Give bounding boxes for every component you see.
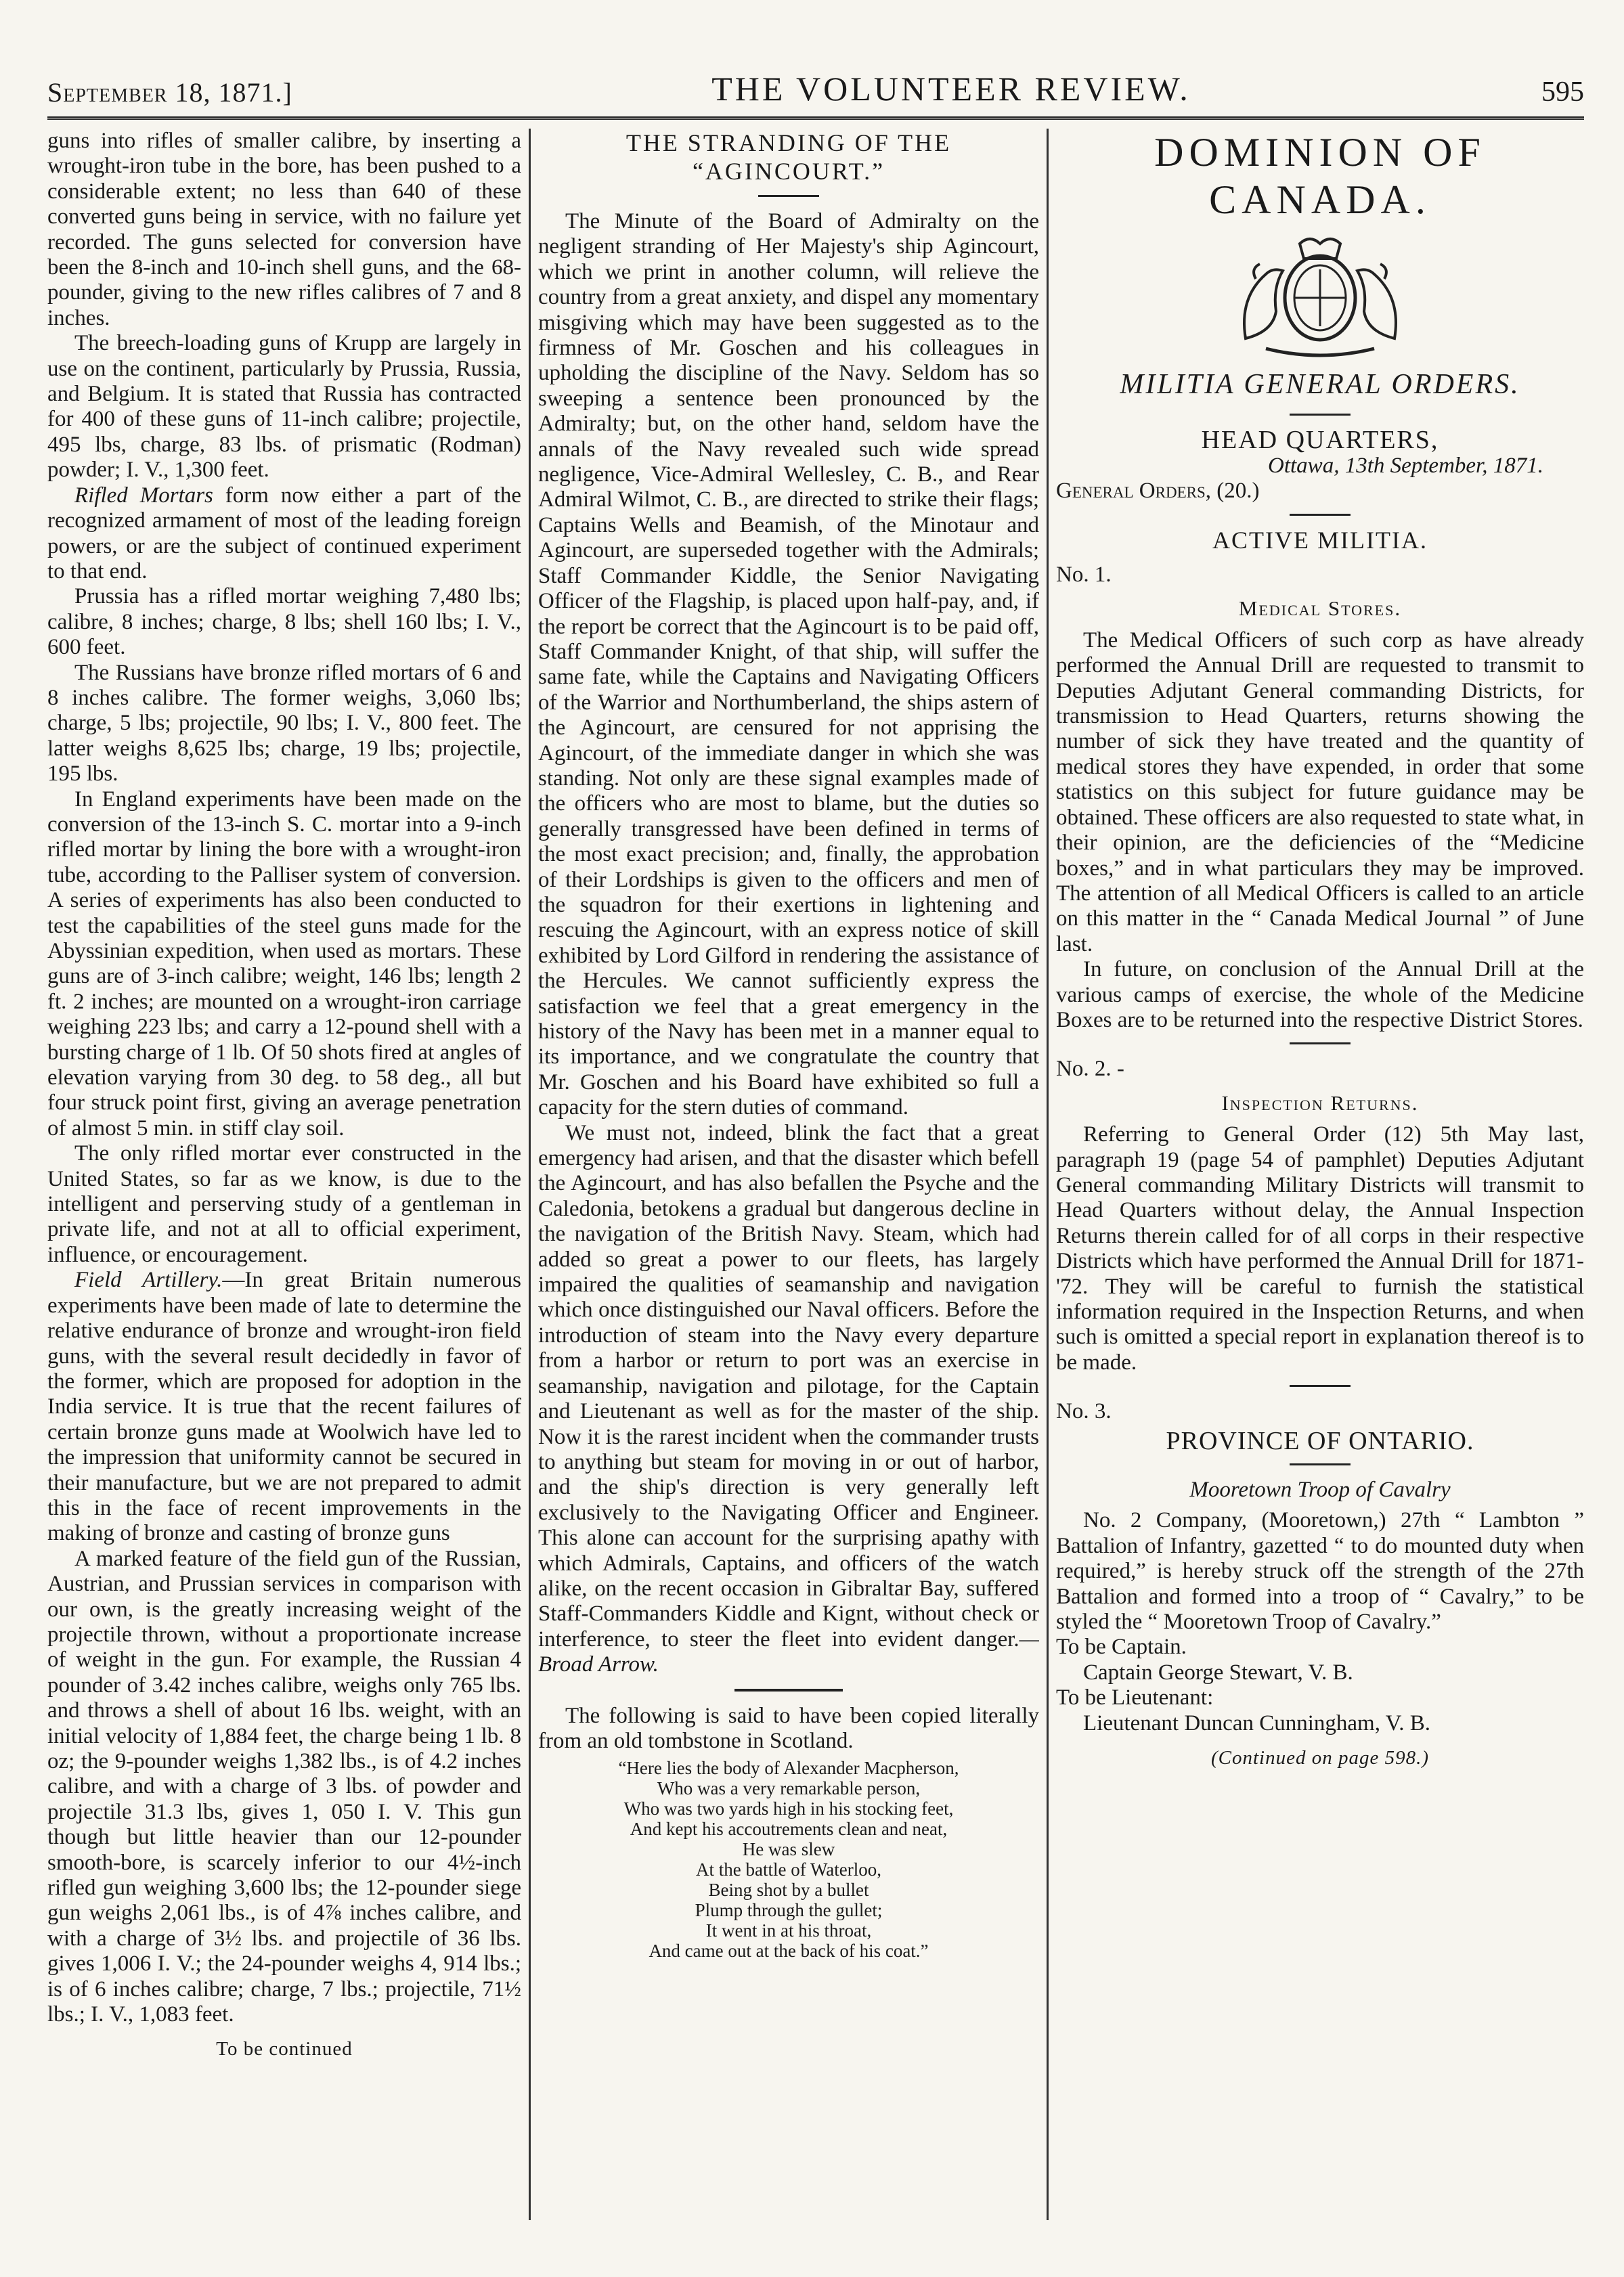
order-number: No. 2. -: [1056, 1057, 1124, 1082]
paragraph: The Russians have bronze rifled mortars of 6 and 8 inches calibre. The former weighs, 3,060 lbs; charge, 5 lbs; projectile, 90 lbs; I. V., 800 feet. The latter weighs 8,625 lbs; charge, 19 lbs; projectile, 195 lbs.: [47, 660, 521, 787]
section-rule: [734, 1689, 843, 1692]
article-title: THE STRANDING OF THE “AGINCOURT.”: [626, 129, 952, 185]
paragraph: The Medical Officers of such corp as have already performed the Annual Drill are requested to transmit to Deputies Adjutant General commanding Districts, for transmission to Head Quarters, returns showing the number of sick they have treated and the quantity of medical stores they have expended, in order that some statistics on this subject for future guidance may be obtained. These officers are also requested to state what, in their opinion, are the deficiencies of the “Medicine boxes,” and in what particulars they may be improved. The attention of all Medical Officers is called to an article on this matter in the “ Canada Medical Journal ” of June last.: [1056, 627, 1584, 956]
epitaph-line: At the battle of Waterloo,: [696, 1859, 881, 1880]
section-rule: [1290, 1385, 1351, 1387]
troop-heading: Mooretown Troop of Cavalry: [1189, 1478, 1451, 1503]
paragraph: In future, on conclusion of the Annual Drill at the various camps of exercise, the whole of the Medicine Boxes are to be returned into the respective District Stores.: [1056, 957, 1584, 1032]
column-3-militia-orders: [1056, 129, 1584, 2234]
epitaph-line: It went in at his throat,: [705, 1920, 872, 1941]
epitaph-line: And came out at the back of his coat.”: [649, 1941, 929, 1962]
paragraph: The Minute of the Board of Admiralty on the negligent stranding of Her Majesty's ship Agincourt, which we print in another column, will relieve the country from a great anxiety, and dispel any momentary misgiving which may have been suggested as to the firmness of Mr. Goschen and his colleagues in upholding the discipline of the Navy. Seldom has so sweeping a sentence been pronounced by the Admiralty; but, on the other hand, seldom have the annals of the Navy revealed such wide spread negligence, Vice-Admiral Wellesley, C. B., and Rear Admiral Wilmot, C. B., are directed to strike their flags; Captains Wells and Beamish, of the Minotaur and Agincourt, are superseded together with the Admirals; Staff Commander Kiddle, the Senior Navigating Officer of the Flagship, is placed upon half-pay, and, if the report be correct that the Agincourt is to be paid off, Staff Commander Knight, of that ship, will suffer the same fate, while the Captains and Navigating Officers of the Warrior and Northumberland, the ships astern of the Agincourt, are censured for not apprising the Agincourt, of the immediate danger in which she was standing. Not only are these signal examples made of the officers who are most to blame, but the duties so generally transgressed have been defined in terms of the most exact precision; and, finally, the approbation of their Lordships is given to the officers and men of the squadron for their exertions in lightening and rescuing the Agincourt, with an express notice of skill exhibited by Lord Gilford in rendering the assistance of the Hercules. We cannot sufficiently express the satisfaction we feel that a great emergency in the history of the Navy has been met in a manner equal to its importance, and we congratulate the country that Mr. Goschen and his Board have exhibited so full a capacity for the stern duties of command.: [538, 209, 1039, 1120]
dateline: Ottawa, 13th September, 1871.: [1268, 453, 1543, 478]
run-in-heading: Field Artillery.: [74, 1268, 223, 1293]
province-heading: PROVINCE OF ONTARIO.: [1166, 1426, 1474, 1455]
order-number: No. 3.: [1056, 1399, 1112, 1424]
column-divider: [1047, 129, 1049, 2220]
paragraph-text: We must not, indeed, blink the fact that a great emergency had arisen, and that the disaster which befell the Agincourt, and has also befallen the Psyche and the Caledonia, betokens a gradual but dangerous decline in the navigation of the British Navy. Steam, which had added so great a power to our fleets, has largely impaired the qualities of seamanship and navigation which once distinguished our Naval officers. Before the introduction of steam into the Navy every departure from a harbor or return to port was an exercise in seamanship, navigation and pilotage, for the Captain and Lieutenant as well as for the master of the ship. Now it is the rarest incident when the commander trusts to anything but steam for moving in or out of harbor, and the ship's direction is very generally left exclusively to the Navigating Officer and Engineer. This alone can account for the surprising apathy with which Admirals, Captains, and officers of the watch alike, on the recent occasion in Gibraltar Bay, suffered Staff-Commanders Kiddle and Kignt, without check or interference, to steer the fleet into evident danger.: [538, 1120, 1039, 1652]
source-credit: —Broad Arrow.: [538, 1627, 1039, 1677]
appointment-heading: To be Captain.: [1056, 1635, 1187, 1660]
order-subheading: Inspection Returns.: [1221, 1090, 1419, 1115]
epitaph-line: Being shot by a bullet: [708, 1880, 869, 1901]
page-number: 595: [1541, 76, 1584, 108]
epitaph-line: Plump through the gullet;: [695, 1900, 883, 1921]
header-rule: [47, 116, 1584, 120]
paragraph: [47, 483, 521, 585]
paragraph: A marked feature of the field gun of the Russian, Austrian, and Prussian services in comparison with our own, is the greatly increasing weight of the projectile thrown, without a proportionate increase of weight in the gun. For example, the Russian 4 pounder of 3.42 inches calibre, weighs only 765 lbs. and throws a shell of about 16 lbs. weight, with an initial velocity of 1,884 feet, the charge being 1 lb. 8 oz; the 9-pounder weighs 1,382 lbs., is of 4.2 inches calibre, and with a charge of 3 lbs. of powder and projectile 31.3 lbs, gives 1, 050 I. V. This gun though but little heavier than our 12-pounder smooth-bore, is scarcely inferior to our 4½-inch rifled gun weighing 3,600 lbs; the 12-pounder siege gun weighs 2,061 lbs., is of 4⅞ inches calibre, and with a charge of 3½ lbs. and projectile of 36 lbs. gives 1,006 I. V.; the 24-pounder weighs 4, 914 lbs.; is of 6 inches calibre; charge, 7 lbs.; projectile, 71½ lbs.; I. V., 1,083 feet.: [47, 1546, 521, 2027]
epitaph-line: He was slew: [742, 1839, 835, 1860]
tombstone-epitaph: [538, 1758, 1039, 1961]
paragraph: In England experiments have been made on the conversion of the 13-inch S. C. mortar into a 9-inch rifled mortar by lining the bore with a wrought-iron tube, according to the Palliser system of conversion. A series of experiments has also been conducted to test the capabilities of the steel guns made for the Abyssinian expedition, when used as mortars. These guns are of 3-inch calibre; weight, 146 lbs; length 2 ft. 2 inches; are mounted on a wrought-iron carriage weighing 223 lbs; and carry a 12-pound shell with a bursting charge of 1 lb. Of 50 shots fired at angles of elevation varying from 30 deg. to 58 deg., all but four struck point first, giving an average penetration of almost 5 min. in stiff clay soil.: [47, 787, 521, 1141]
publication-title: THE VOLUNTEER REVIEW.: [711, 70, 1191, 108]
orders-title: MILITIA GENERAL ORDERS.: [1120, 369, 1520, 400]
paragraph: The breech-loading guns of Krupp are largely in use on the continent, particularly by Prussia, Russia, and Belgium. It is stated that Russia has contracted for 400 of these guns of 11-inch calibre; projectile, 495 lbs, charge, 83 lbs. of prismatic (Rodman) powder; I. V., 1,300 feet.: [47, 331, 521, 483]
header-date: September 18, 1871.]: [47, 77, 292, 108]
epitaph-line: Who was a very remarkable person,: [657, 1778, 921, 1799]
column-2-agincourt-article: [538, 129, 1039, 2234]
column-divider: [529, 129, 531, 2220]
paragraph: [538, 1121, 1039, 1678]
order-subheading: Medical Stores.: [1238, 596, 1402, 621]
continued-note: (Continued on page 598.): [1210, 1747, 1429, 1769]
order-number: No. 1.: [1056, 562, 1112, 588]
dominion-title: DOMINION OF CANADA.: [1154, 130, 1486, 222]
paragraph: Referring to General Order (12) 5th May last, paragraph 19 (page 54 of pamphlet) Deputies Adjutant General commanding Military Districts will transmit to Head Quarters without delay, the Annual Inspection Returns therein called for of all corps in their respective Districts which have performed the Annual Drill for 1871-'72. They will be careful to furnish the statistical information required in the Inspection Returns, and when such is omitted a special report in explanation thereof is to be made.: [1056, 1122, 1584, 1375]
appointment: Lieutenant Duncan Cunningham, V. B.: [1083, 1710, 1430, 1736]
paragraph: The only rifled mortar ever constructed in the United States, so far as we know, is due to the intelligent and perserving study of a gentleman in private life, and not at all to official experiment, influence, or encouragement.: [47, 1141, 521, 1267]
paragraph: No. 2 Company, (Mooretown,) 27th “ Lambton ” Battalion of Infantry, gazetted “ to do mounted duty when required,” is hereby struck off the strength of the 27th Battalion and formed into a troop of “ Cavalry,” to be styled the “ Mooretown Troop of Cavalry.”: [1056, 1508, 1584, 1635]
paragraph: [47, 1268, 521, 1546]
paragraph-text: form now either a part of the recognized armament of most of the leading foreign powers, or are the subject of continued experiment to that end.: [47, 483, 521, 583]
epitaph-line: “Here lies the body of Alexander Macpherson,: [618, 1758, 959, 1779]
page-header: [47, 61, 1584, 108]
section-heading: ACTIVE MILITIA.: [1212, 526, 1428, 554]
head-quarters: HEAD QUARTERS,: [1201, 426, 1439, 455]
appointment: Captain George Stewart, V. B.: [1083, 1660, 1353, 1685]
column-1-artillery-article: [47, 129, 521, 2234]
paragraph: The following is said to have been copied literally from an old tombstone in Scotland.: [538, 1703, 1039, 1753]
epitaph-line: Who was two yards high in his stocking feet,: [623, 1798, 954, 1819]
section-rule: [1290, 1463, 1351, 1465]
title-rule: [758, 195, 819, 197]
paragraph: guns into rifles of smaller calibre, by inserting a wrought-iron tube in the bore, has been pushed to a considerable extent; no less than 640 of these converted guns being in service, with no failure yet recorded. The guns selected for conversion have been the 8-inch and 10-inch shell guns, and the 68-pounder, giving to the new rifles calibres of 7 and 8 inches.: [47, 129, 521, 330]
section-rule: [1290, 1042, 1351, 1044]
run-in-heading: Rifled Mortars: [74, 483, 213, 508]
paragraph-text: —In great Britain numerous experiments have been made of late to determine the relative endurance of bronze and wrought-iron field guns, with the several result decidedly in favor of the former, which are proposed for adoption in the India service. It is true that the recent failures of certain bronze guns made at Woolwich have led to the impression that uniformity cannot be secured in their manufacture, but we are not prepared to admit this in the face of recent improvements in the making of bronze and casting of bronze guns: [47, 1268, 521, 1546]
paragraph: Prussia has a rifled mortar weighing 7,480 lbs; calibre, 8 inches; charge, 8 lbs; shell 160 lbs; I. V., 600 feet.: [47, 584, 521, 660]
general-orders-number: General Orders, (20.): [1056, 479, 1260, 504]
appointment-heading: To be Lieutenant:: [1056, 1685, 1214, 1710]
continued-note: To be continued: [216, 2038, 353, 2060]
epitaph-line: And kept his accoutrements clean and neat,: [630, 1819, 948, 1840]
royal-crest-icon: [1219, 230, 1422, 359]
title-rule: [1290, 414, 1351, 416]
title-rule: [1290, 514, 1351, 516]
